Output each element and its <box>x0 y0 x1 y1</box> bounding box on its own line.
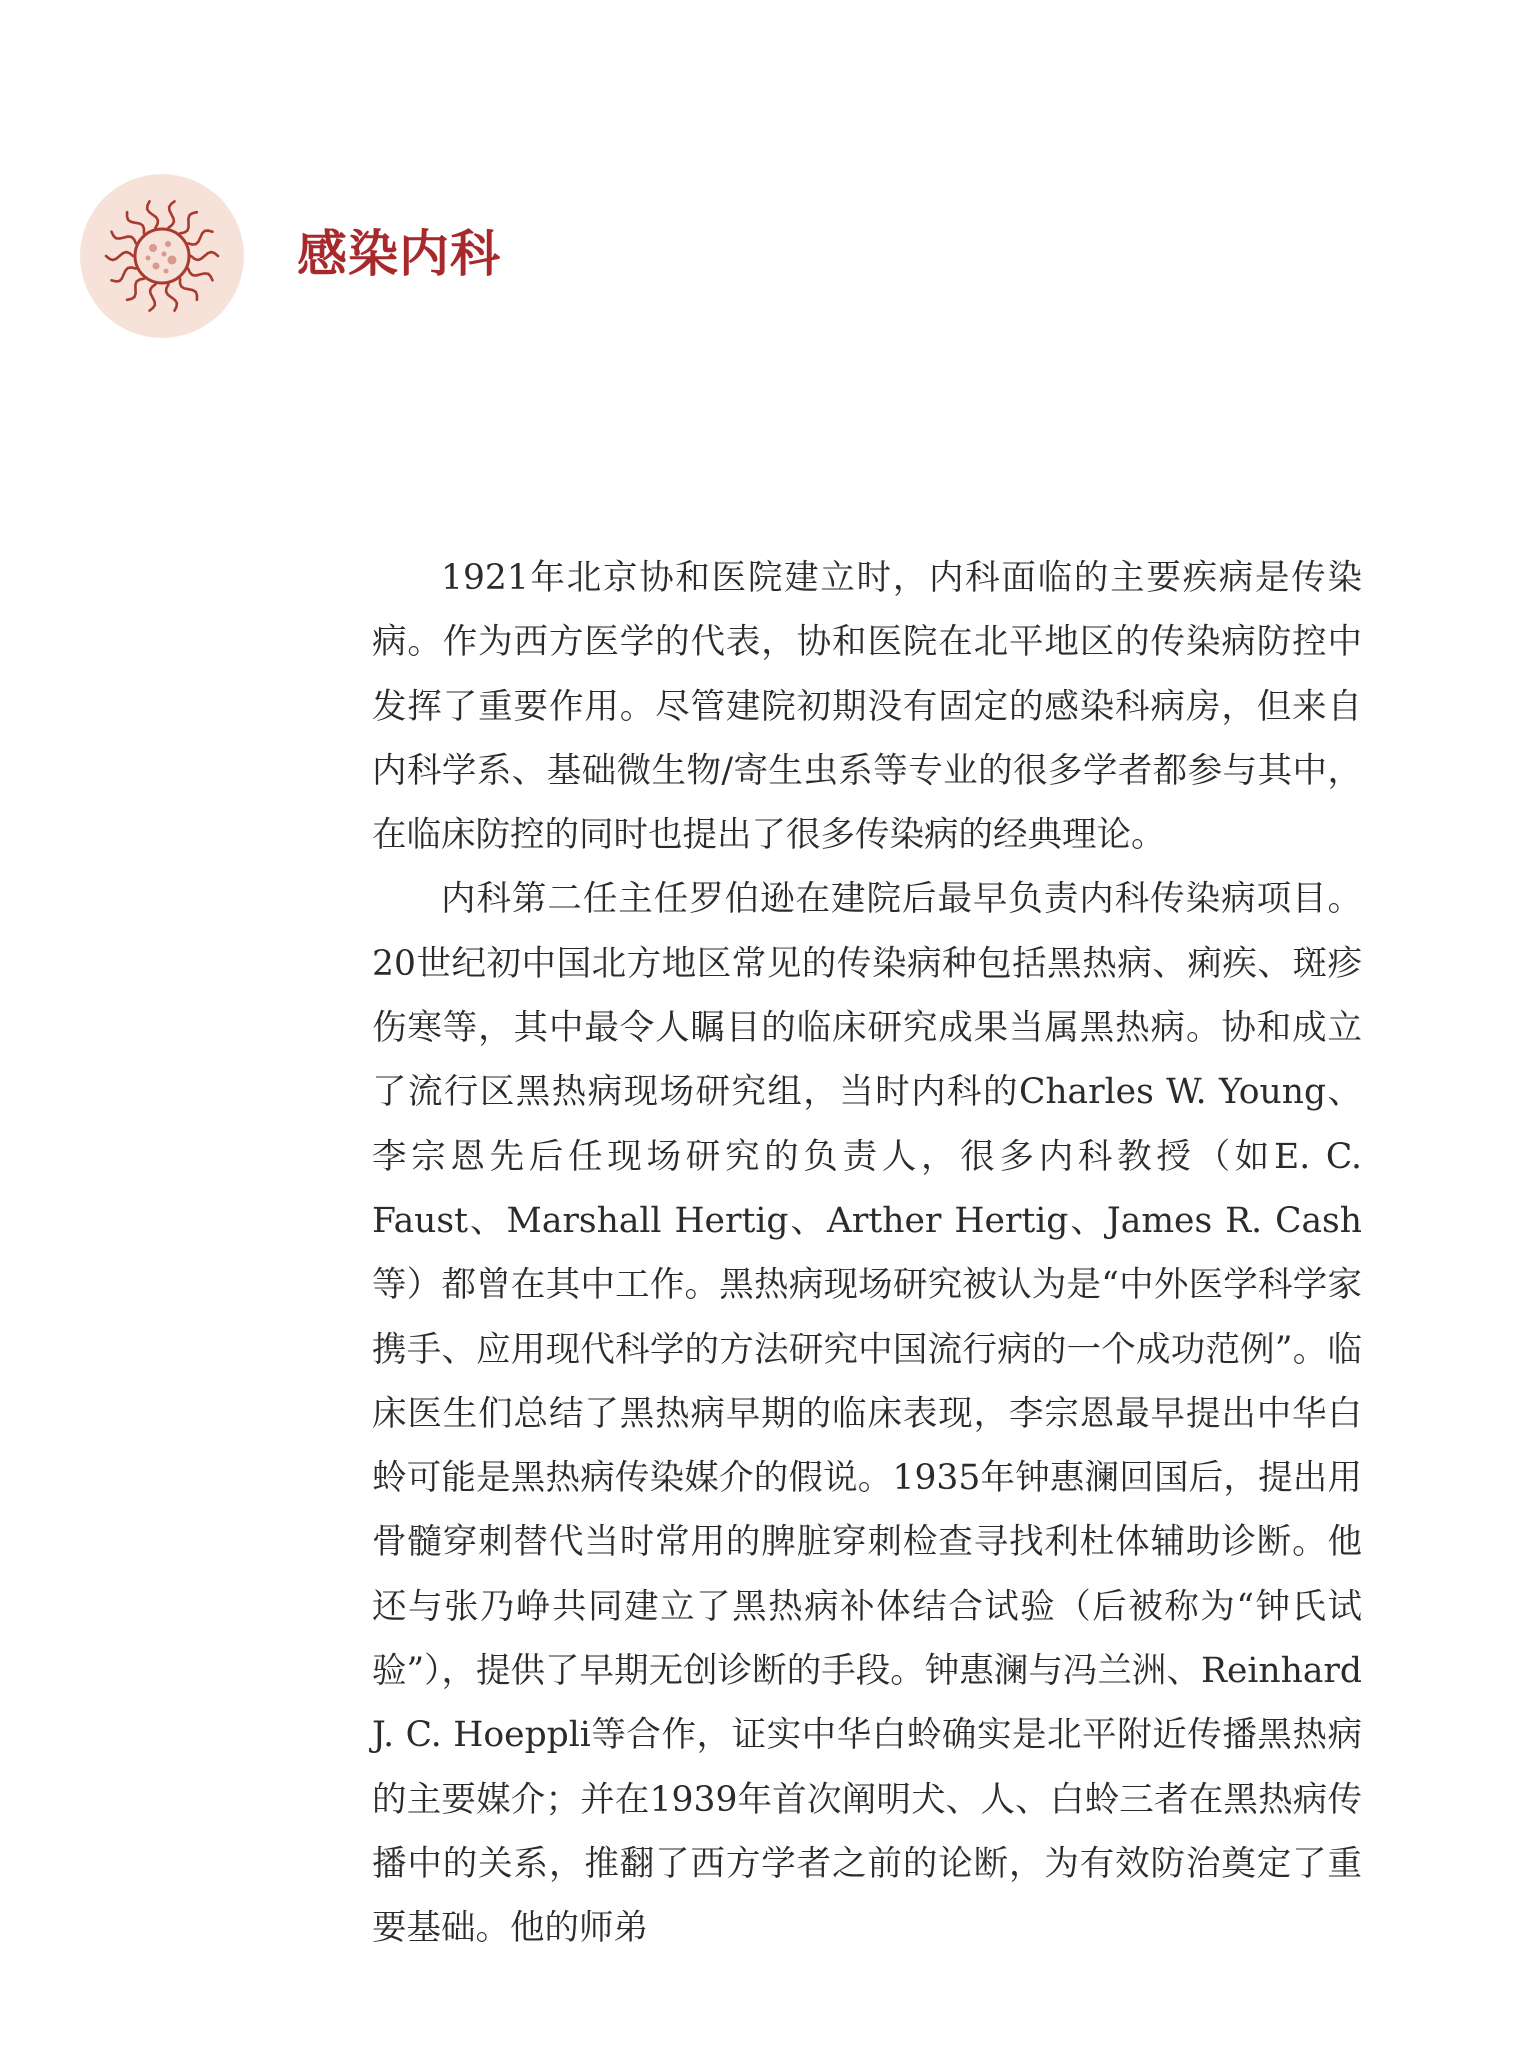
paragraph-2: 内科第二任主任罗伯逊在建院后最早负责内科传染病项目。20世纪初中国北方地区常见的传染病种包括黑热病、痢疾、斑疹伤寒等，其中最令人瞩目的临床研究成果当属黑热病。协和成立了流行区黑热病现场研究组，当时内科的Charles W. Young、李宗恩先后任现场研究的负责人，很多内科教授（如E. C. Faust、Marshall Hertig、Arther Hertig、James R. Cash等）都曾在其中工作。黑热病现场研究被认为是“中外医学科学家携手、应用现代科学的方法研究中国流行病的一个成功范例”。临床医生们总结了黑热病早期的临床表现，李宗恩最早提出中华白蛉可能是黑热病传染媒介的假说。1935年钟惠澜回国后，提出用骨髓穿刺替代当时常用的脾脏穿刺检查寻找利杜体辅助诊断。他还与张乃峥共同建立了黑热病补体结合试验（后被称为“钟氏试验”），提供了早期无创诊断的手段。钟惠澜与冯兰洲、Reinhard J. C. Hoeppli等合作，证实中华白蛉确实是北平附近传播黑热病的主要媒介；并在1939年首次阐明犬、人、白蛉三者在黑热病传播中的关系，推翻了西方学者之前的论断，为有效防治奠定了重要基础。他的师弟 <box>372 879 1362 1949</box>
body-text <box>372 546 1362 1961</box>
section-title: 感染内科 <box>297 224 501 283</box>
paragraph-1: 1921年北京协和医院建立时，内科面临的主要疾病是传染病。作为西方医学的代表，协和医院在北平地区的传染病防控中发挥了重要作用。尽管建院初期没有固定的感染科病房，但来自内科学系、基础微生物/寄生虫系等专业的很多学者都参与其中，在临床防控的同时也提出了很多传染病的经典理论。 <box>372 558 1362 856</box>
virus-icon <box>80 174 244 338</box>
